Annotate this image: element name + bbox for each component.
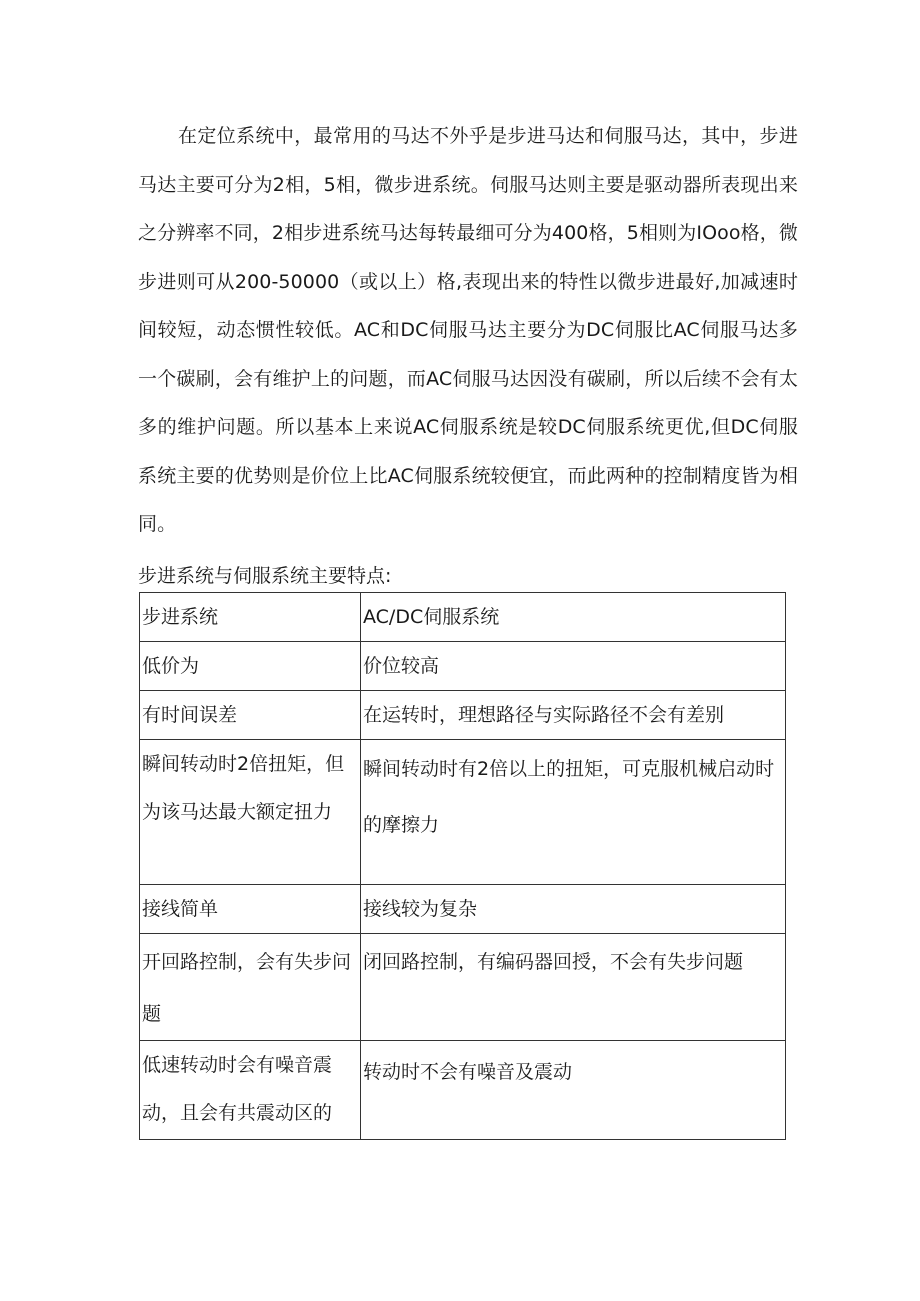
servo-cell: 接线较为复杂 xyxy=(361,885,786,934)
table-row xyxy=(140,1041,786,1140)
stepper-cell: 低价为 xyxy=(140,642,361,691)
stepper-cell: 瞬间转动时2倍扭矩，但为该马达最大额定扭力 xyxy=(140,740,361,885)
stepper-cell: 开回路控制，会有失步问题 xyxy=(140,934,361,1041)
comparison-table xyxy=(139,592,786,1140)
stepper-cell: 接线简单 xyxy=(140,885,361,934)
servo-cell: 转动时不会有噪音及震动 xyxy=(361,1041,786,1140)
table-caption: 步进系统与伺服系统主要特点: xyxy=(138,565,392,587)
intro-paragraph: 在定位系统中，最常用的马达不外乎是步进马达和伺服马达，其中，步进马达主要可分为2相，5相，微步进系统。伺服马达则主要是驱动器所表现出来之分辨率不同，2相步进系统马达每转最细可分为400格，5相则为IOoo格，微步进则可从200-50000（或以上）格,表现出来的特性以微步进最好,加减速时间较短，动态惯性较低。AC和DC伺服马达主要分为DC伺服比AC伺服马达多一个碳刷，会有维护上的问题，而AC伺服马达因没有碳刷，所以后续不会有太多的维护问题。所以基本上来说AC伺服系统是较DC伺服系统更优,但DC伺服系统主要的优势则是价位上比AC伺服系统较便宜，而此两种的控制精度皆为相同。 xyxy=(138,125,798,535)
stepper-cell: 有时间误差 xyxy=(140,691,361,740)
table-row xyxy=(140,642,786,691)
servo-cell: 闭回路控制，有编码器回授，不会有失步问题 xyxy=(361,934,786,1041)
stepper-cell: 低速转动时会有噪音震动，且会有共震动区的 xyxy=(140,1041,361,1140)
servo-cell: 瞬间转动时有2倍以上的扭矩，可克服机械启动时的摩擦力 xyxy=(361,740,786,885)
table-row xyxy=(140,740,786,885)
servo-cell: 在运转时，理想路径与实际路径不会有差别 xyxy=(361,691,786,740)
servo-cell: AC/DC伺服系统 xyxy=(361,593,786,642)
servo-cell: 价位较高 xyxy=(361,642,786,691)
table-row xyxy=(140,885,786,934)
stepper-cell: 步进系统 xyxy=(140,593,361,642)
table-row xyxy=(140,593,786,642)
table-row xyxy=(140,934,786,1041)
table-row xyxy=(140,691,786,740)
